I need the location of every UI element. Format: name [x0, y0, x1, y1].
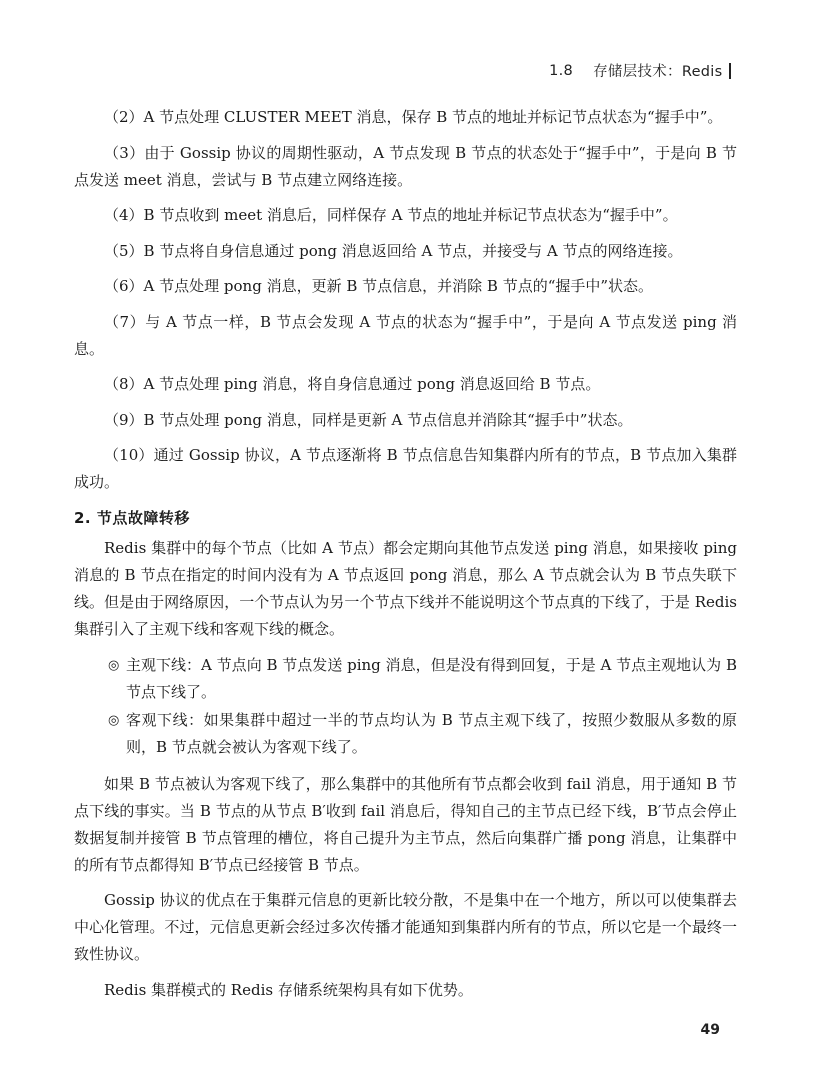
bullet-text: 主观下线：A 节点向 B 节点发送 ping 消息，但是没有得到回复，于是 A 节点主观地认为 B 节点下线了。 [126, 655, 737, 701]
page-body [74, 104, 737, 1012]
bullet-circle-icon: ◎ [108, 657, 120, 673]
step-4: （4）B 节点收到 meet 消息后，同样保存 A 节点的地址并标记节点状态为“握手中”。 [104, 206, 678, 224]
bullet-circle-icon: ◎ [108, 712, 120, 728]
bullet-text: 客观下线：如果集群中超过一半的节点均认为 B 节点主观下线了，按照少数服从多数的原则，B 节点就会被认为客观下线了。 [126, 710, 737, 756]
step-5: （5）B 节点将自身信息通过 pong 消息返回给 A 节点，并接受与 A 节点的网络连接。 [104, 241, 683, 260]
running-header [549, 60, 731, 81]
page-number: 49 [700, 1022, 720, 1038]
advantages-paragraph: Redis 集群模式的 Redis 存储系统架构具有如下优势。 [104, 980, 473, 999]
gossip-paragraph: Gossip 协议的优点在于集群元信息的更新比较分散，不是集中在一个地方，所以可以使集群去中心化管理。不过，元信息更新会经过多次传播才能通知到集群内所有的节点，所以它是一个最终一致性协议。 [74, 891, 737, 963]
step-9: （9）B 节点处理 pong 消息，同样是更新 A 节点信息并消除其“握手中”状态。 [104, 410, 633, 429]
step-10: （10）通过 Gossip 协议，A 节点逐渐将 B 节点信息告知集群内所有的节点，B 节点加入集群成功。 [74, 446, 737, 491]
step-8: （8）A 节点处理 ping 消息，将自身信息通过 pong 消息返回给 B 节点。 [104, 375, 601, 393]
offline-types-list [74, 652, 737, 761]
section-heading: 2. 节点故障转移 [74, 509, 190, 527]
header-section-title: 存储层技术：Redis [593, 64, 723, 80]
header-bar [729, 63, 732, 79]
failover-paragraph: 如果 B 节点被认为客观下线了，那么集群中的其他所有节点都会收到 fail 消息，用于通知 B 节点下线的事实。当 B 节点的从节点 B′收到 fail 消息后，得知自己的主节点已经下线，B′节点会停止数据复制并接管 B 节点管理的槽位，将自己提升为主节点，然后向集群广播 pong 消息，让集群中的所有节点都得知 B′节点已经接管 B 节点。 [74, 774, 737, 874]
failover-intro-paragraph: Redis 集群中的每个节点（比如 A 节点）都会定期向其他节点发送 ping 消息，如果接收 ping 消息的 B 节点在指定的时间内没有为 A 节点返回 pong 消息，那么 A 节点就会认为 B 节点失联下线。但是由于网络原因，一个节点认为另一个节点下线并不能说明这个节点真的下线了，于是 Redis 集群引入了主观下线和客观下线的概念。 [74, 539, 737, 638]
step-7: （7）与 A 节点一样，B 节点会发现 A 节点的状态为“握手中”，于是向 A 节点发送 ping 消息。 [74, 312, 737, 358]
list-item-objective-offline [74, 707, 737, 761]
step-2: （2）A 节点处理 CLUSTER MEET 消息，保存 B 节点的地址并标记节点状态为“握手中”。 [104, 108, 723, 126]
list-item-subjective-offline [74, 652, 737, 706]
header-section-number: 1.8 [549, 62, 574, 79]
step-6: （6）A 节点处理 pong 消息，更新 B 节点信息，并消除 B 节点的“握手中”状态。 [104, 277, 654, 295]
step-3: （3）由于 Gossip 协议的周期性驱动，A 节点发现 B 节点的状态处于“握手中”，于是向 B 节点发送 meet 消息，尝试与 B 节点建立网络连接。 [74, 143, 737, 189]
